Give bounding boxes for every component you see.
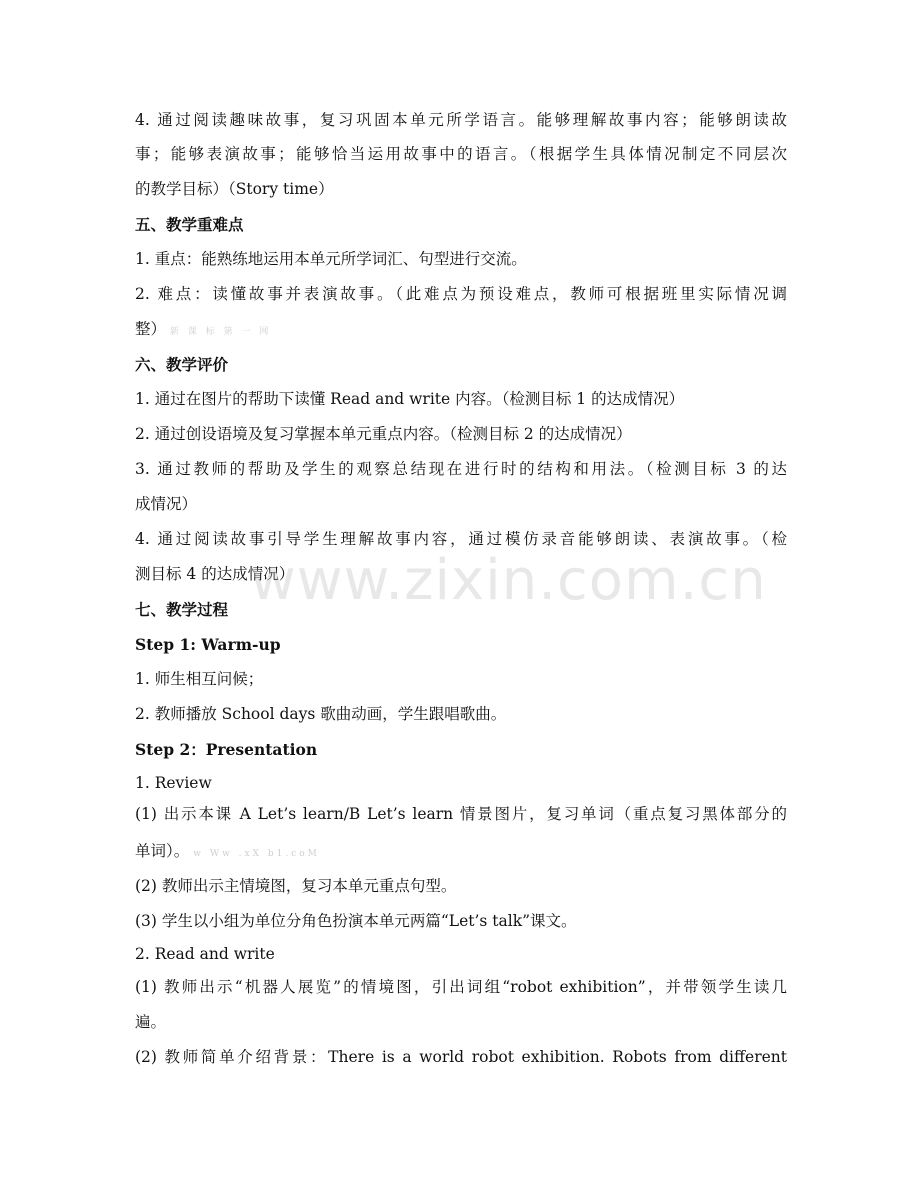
watermark: www.zixin.com.cn — [250, 548, 767, 613]
paragraph-line — [135, 278, 787, 311]
section-heading — [135, 628, 787, 661]
line-text: (2) 教师出示主情境图，复习本单元重点句型。 — [135, 877, 457, 895]
line-text: (2) 教师简单介绍背景：There is a world robot exhibition. Robots from different — [135, 1048, 787, 1066]
line-text: 1. Review — [135, 774, 212, 792]
line-text: Step 1: Warm-up — [135, 635, 281, 654]
paragraph-line — [135, 488, 787, 521]
paragraph-line — [135, 453, 787, 486]
line-text: 整） — [135, 320, 167, 338]
paragraph-line — [135, 558, 787, 591]
line-text: 的教学目标）（Story time） — [135, 180, 334, 198]
line-text: 1. 师生相互问候； — [135, 670, 264, 688]
line-text: 五、教学重难点 — [135, 215, 244, 234]
paragraph-line — [135, 383, 787, 416]
line-text: 2. 难点：读懂故事并表演故事。（此难点为预设难点，教师可根据班里实际情况调 — [135, 285, 787, 303]
paragraph-line — [135, 104, 787, 137]
line-text: 1. 通过在图片的帮助下读懂 Read and write 内容。（检测目标 1 的达成情况） — [135, 390, 685, 408]
paragraph-line — [135, 835, 787, 871]
line-text: 六、教学评价 — [135, 355, 229, 374]
line-text: 2. Read and write — [135, 945, 275, 963]
paragraph-line — [135, 870, 787, 903]
paragraph-line — [135, 418, 787, 451]
line-text: (1) 出示本课 A Let’s learn/B Let’s learn 情景图片，复习单词（重点复习黑体部分的 — [135, 805, 787, 823]
line-text: 事；能够表演故事；能够恰当运用故事中的语言。（根据学生具体情况制定不同层次 — [135, 145, 787, 163]
line-text: 单词）。 — [135, 842, 190, 860]
paragraph-line — [135, 1006, 787, 1039]
paragraph-line — [135, 173, 787, 206]
paragraph-line — [135, 798, 787, 831]
section-heading — [135, 733, 787, 766]
section-heading — [135, 593, 787, 626]
faint-watermark-text: 新 课 标 第 一 网 — [170, 327, 272, 337]
line-text: 3. 通过教师的帮助及学生的观察总结现在进行时的结构和用法。（检测目标 3 的达 — [135, 460, 787, 478]
line-text: 七、教学过程 — [135, 600, 229, 619]
paragraph-line — [135, 905, 787, 938]
line-text: 4. 通过阅读趣味故事，复习巩固本单元所学语言。能够理解故事内容；能够朗读故 — [135, 111, 787, 129]
line-text: Step 2：Presentation — [135, 740, 318, 759]
paragraph-line — [135, 523, 787, 556]
paragraph-line — [135, 138, 787, 171]
paragraph-line — [135, 663, 787, 696]
line-text: 1. 重点：能熟练地运用本单元所学词汇、句型进行交流。 — [135, 250, 527, 268]
line-text: 成情况） — [135, 495, 198, 513]
paragraph-line — [135, 243, 787, 276]
paragraph-line — [135, 767, 787, 800]
line-text: 2. 教师播放 School days 歌曲动画，学生跟唱歌曲。 — [135, 705, 507, 723]
line-text: 遍。 — [135, 1013, 167, 1031]
paragraph-line — [135, 971, 787, 1004]
section-heading — [135, 208, 787, 241]
line-text: 4. 通过阅读故事引导学生理解故事内容，通过模仿录音能够朗读、表演故事。（检 — [135, 530, 787, 548]
faint-watermark-text: w Ww .xX b1.coM — [193, 849, 320, 859]
section-heading — [135, 348, 787, 381]
line-text: 2. 通过创设语境及复习掌握本单元重点内容。（检测目标 2 的达成情况） — [135, 425, 632, 443]
paragraph-line — [135, 938, 787, 971]
paragraph-line — [135, 698, 787, 731]
line-text: (3) 学生以小组为单位分角色扮演本单元两篇“Let’s talk”课文。 — [135, 912, 577, 930]
line-text: 测目标 4 的达成情况） — [135, 565, 295, 583]
paragraph-line — [135, 1041, 787, 1074]
paragraph-line — [135, 313, 787, 349]
line-text: (1) 教师出示“机器人展览”的情境图，引出词组“robot exhibition”，并带领学生读几 — [135, 978, 787, 996]
